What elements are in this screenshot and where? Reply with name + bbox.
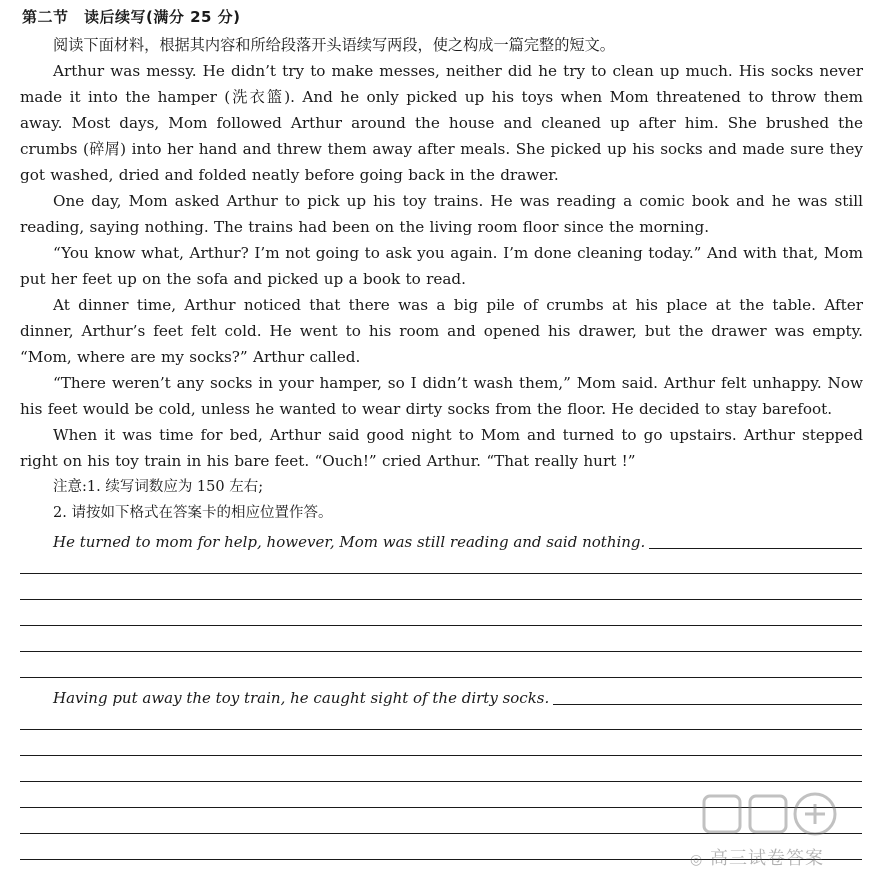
section-heading: 第二节 读后续写(满分 25 分): [22, 8, 241, 26]
answer-line[interactable]: [20, 781, 862, 782]
note-answer-format: 2. 请按如下格式在答案卡的相应位置作答。: [53, 505, 333, 521]
answer-line[interactable]: [20, 599, 862, 600]
prompt-1-text: He turned to mom for help, however, Mom was still reading and said nothing.: [53, 533, 646, 551]
watermark-text: [690, 844, 824, 870]
continuation-prompt-2: [53, 682, 862, 708]
watermark: [690, 790, 870, 880]
story-paragraph-3: “You know what, Arthur? I’m not going to ask you again. I’m done cleaning today.” And with that, Mom put her feet up on the sofa and picked up a book to read.: [20, 244, 863, 288]
instruction-paragraph: 阅读下面材料，根据其内容和所给段落开头语续写两段，使之构成一篇完整的短文。: [53, 36, 615, 54]
story-paragraph-6: When it was time for bed, Arthur said good night to Mom and turned to go upstairs. Arthur stepped right on his toy train in his bare feet. “Ouch!” cried Arthur. “That really hurt !”: [20, 426, 863, 470]
story-paragraph-2: One day, Mom asked Arthur to pick up his toy trains. He was reading a comic book and he was still reading, saying nothing. The trains had been on the living room floor since the morning.: [20, 192, 863, 236]
answer-blank-2-0[interactable]: [553, 704, 862, 705]
answer-line[interactable]: [20, 677, 862, 678]
watermark-logo-icon: [700, 790, 860, 840]
answer-line[interactable]: [20, 573, 862, 574]
wechat-icon: ◎: [690, 852, 704, 868]
answer-line[interactable]: [20, 625, 862, 626]
answer-line[interactable]: [20, 651, 862, 652]
answer-blank-1-0[interactable]: [649, 548, 862, 549]
watermark-caption: 高三试卷答案: [709, 848, 824, 869]
answer-line[interactable]: [20, 755, 862, 756]
note-word-count: 注意:1. 续写词数应为 150 左右;: [53, 479, 264, 495]
prompt-2-text: Having put away the toy train, he caught sight of the dirty socks.: [53, 689, 550, 707]
story-paragraph-5: “There weren’t any socks in your hamper, so I didn’t wash them,” Mom said. Arthur felt unhappy. Now his feet would be cold, unless he wanted to wear dirty socks from the floor. He decided to stay barefoot.: [20, 374, 863, 418]
story-paragraph-1: Arthur was messy. He didn’t try to make messes, neither did he try to clean up much. His socks never made it into the hamper (洗衣篮). And he only picked up his toys when Mom threatened to throw them away. Most days, Mom followed Arthur around the house and cleaned up after him. She brushed the crumbs (碎屑) into her hand and threw them away after meals. She picked up his socks and made sure they got washed, dried and folded neatly before going back in the drawer.: [20, 62, 863, 184]
story-paragraph-4: At dinner time, Arthur noticed that there was a big pile of crumbs at his place at the table. After dinner, Arthur’s feet felt cold. He went to his room and opened his drawer, but the drawer was empty. “Mom, where are my socks?” Arthur called.: [20, 296, 863, 366]
continuation-prompt-1: [53, 526, 862, 552]
answer-line[interactable]: [20, 729, 862, 730]
